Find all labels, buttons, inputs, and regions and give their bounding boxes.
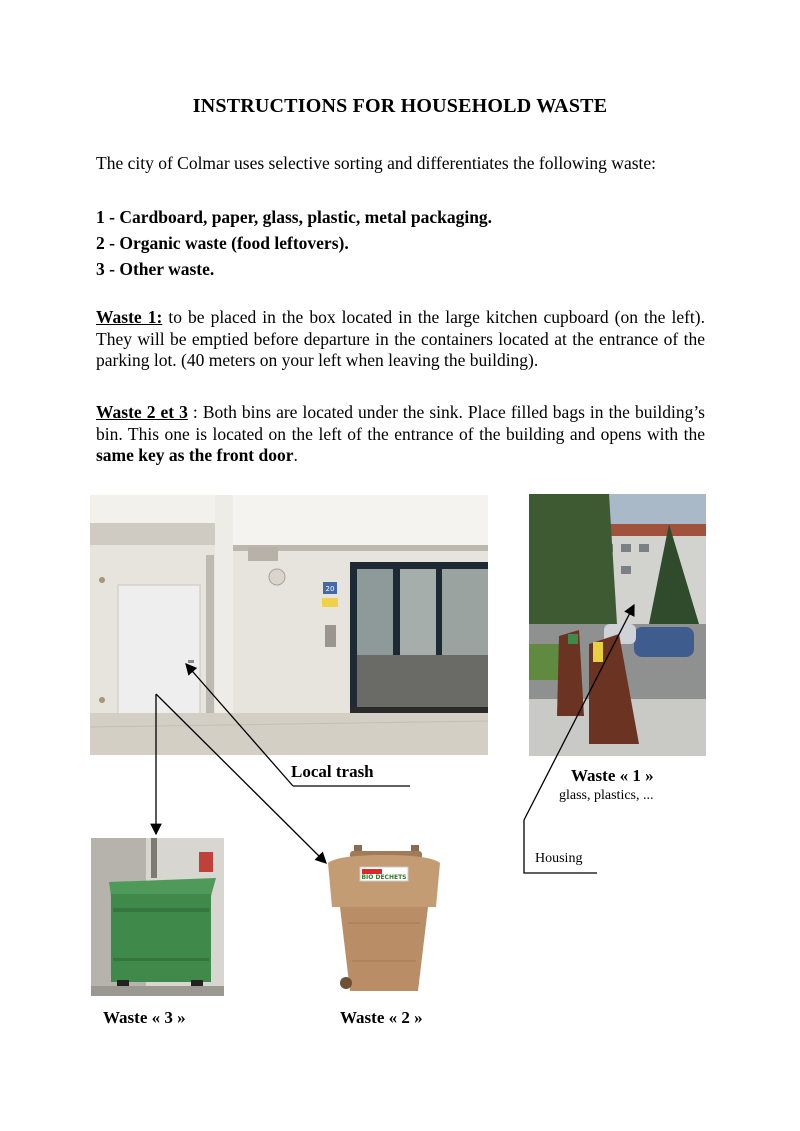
waste23-bold: same key as the front door xyxy=(96,445,294,465)
waste1-caption: Waste « 1 » xyxy=(571,766,654,785)
waste1-text: to be placed in the box located in the large kitchen cupboard (on the left). They will be emptied before departure in the containers located at the entrance of the parking lot. (40 meters on your left when leaving the building). xyxy=(96,307,705,370)
door-number: 20 xyxy=(325,585,335,593)
waste1-lead: Waste 1: xyxy=(96,307,163,327)
waste3-caption: Waste « 3 » xyxy=(103,1008,186,1027)
local-trash-caption: Local trash xyxy=(291,762,374,781)
arrow-to-local-trash xyxy=(186,664,293,786)
arrow-to-housing xyxy=(524,605,634,873)
waste23-text: : Both bins are located under the sink. Place filled bags in the building’s bin. This one is located on the left of the entrance of the building and opens with the xyxy=(96,402,705,444)
page-title: INSTRUCTIONS FOR HOUSEHOLD WASTE xyxy=(192,95,608,117)
list-item: 2 - Organic waste (food leftovers). xyxy=(96,233,349,253)
waste1-subcaption: glass, plastics, ... xyxy=(559,788,654,803)
list-item: 1 - Cardboard, paper, glass, plastic, metal packaging. xyxy=(96,207,493,227)
list-item: 3 - Other waste. xyxy=(96,259,215,279)
intro-text: The city of Colmar uses selective sorting and differentiates the following waste: xyxy=(96,153,657,173)
bin-label: BIO DECHETS xyxy=(361,874,407,881)
waste23-end: . xyxy=(293,445,298,465)
waste2-caption: Waste « 2 » xyxy=(340,1008,423,1027)
waste23-lead: Waste 2 et 3 xyxy=(96,402,188,422)
housing-caption: Housing xyxy=(535,851,583,866)
